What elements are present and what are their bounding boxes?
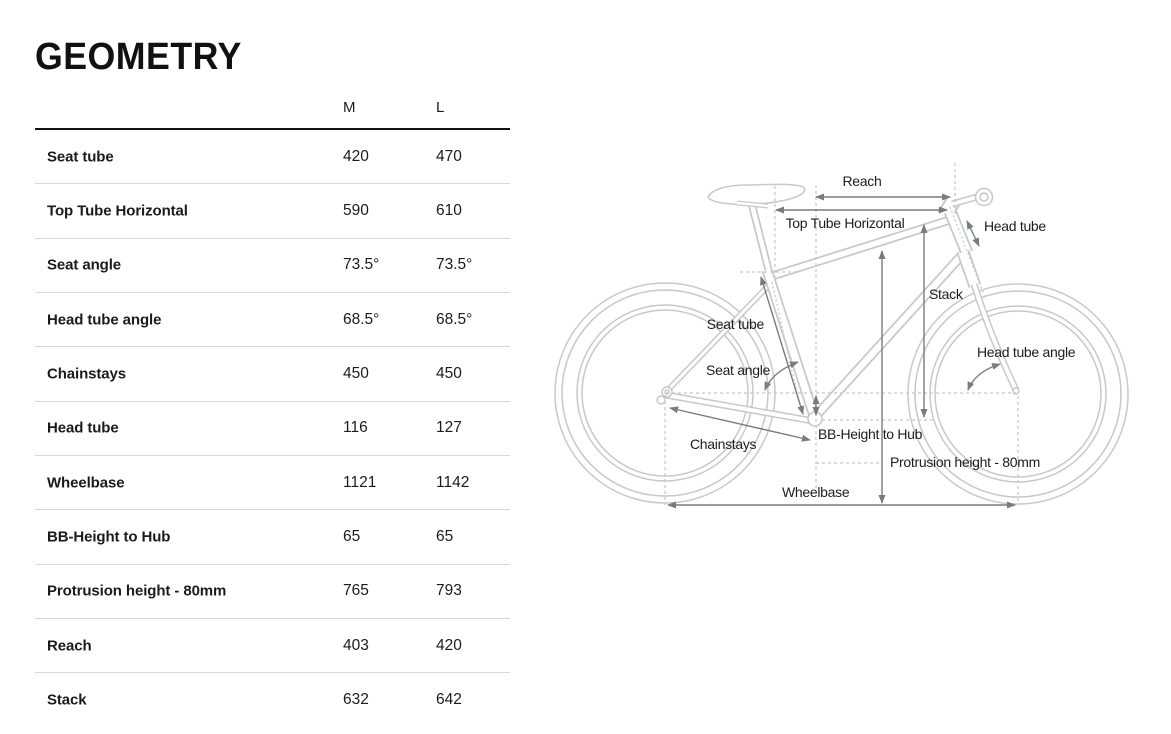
value-l: 1142 [436, 473, 470, 491]
row-label: Protrusion height - 80mm [47, 582, 227, 600]
reach-label: Reach [842, 173, 882, 189]
saddle [708, 184, 805, 206]
value-m: 116 [343, 419, 368, 437]
wheelbase-label: Wheelbase [782, 484, 850, 500]
head-tube-angle-label: Head tube angle [977, 344, 1076, 360]
value-m: 420 [343, 147, 369, 165]
value-m: 65 [343, 528, 361, 546]
column-header-m: M [343, 99, 356, 116]
value-m: 1121 [343, 473, 377, 491]
row-label: Head tube [47, 419, 119, 437]
seat-angle-label: Seat angle [706, 362, 770, 378]
row-label: Reach [47, 637, 92, 655]
handlebar-grip [976, 189, 993, 206]
top-tube-horizontal-label: Top Tube Horizontal [785, 215, 905, 231]
value-l: 73.5° [436, 256, 473, 274]
row-label: Head tube angle [47, 311, 162, 329]
row-label: Seat tube [47, 148, 114, 166]
value-l: 450 [436, 365, 462, 383]
chainstays-label: Chainstays [690, 436, 757, 452]
value-l: 65 [436, 528, 454, 546]
row-label: Wheelbase [47, 474, 125, 492]
page-title: GEOMETRY [35, 36, 242, 78]
value-l: 127 [436, 419, 462, 437]
value-l: 68.5° [436, 310, 473, 328]
row-label: Stack [47, 691, 87, 709]
rear-hub [662, 387, 672, 397]
value-m: 450 [343, 365, 369, 383]
derailleur [657, 396, 665, 404]
value-m: 765 [343, 582, 369, 600]
head-tube-label: Head tube [984, 218, 1046, 234]
protrusion-height-label: Protrusion height - 80mm [890, 454, 1040, 470]
row-label: Chainstays [47, 365, 127, 383]
head-tube-angle-arc [968, 364, 1000, 390]
value-l: 610 [436, 202, 462, 220]
bb-height-label: BB-Height to Hub [818, 426, 923, 442]
value-m: 632 [343, 691, 369, 709]
value-m: 403 [343, 636, 369, 654]
bottom-bracket [808, 412, 822, 426]
seat-tube-label: Seat tube [706, 316, 764, 332]
value-m: 68.5° [343, 310, 380, 328]
column-header-l: L [436, 99, 445, 116]
stack-label: Stack [929, 286, 963, 302]
row-label: Top Tube Horizontal [47, 202, 188, 220]
value-l: 470 [436, 147, 462, 165]
value-l: 642 [436, 691, 462, 709]
value-m: 590 [343, 202, 369, 220]
value-m: 73.5° [343, 256, 380, 274]
row-label: Seat angle [47, 256, 122, 274]
value-l: 420 [436, 636, 462, 654]
value-l: 793 [436, 582, 462, 600]
row-label: BB-Height to Hub [47, 528, 171, 546]
